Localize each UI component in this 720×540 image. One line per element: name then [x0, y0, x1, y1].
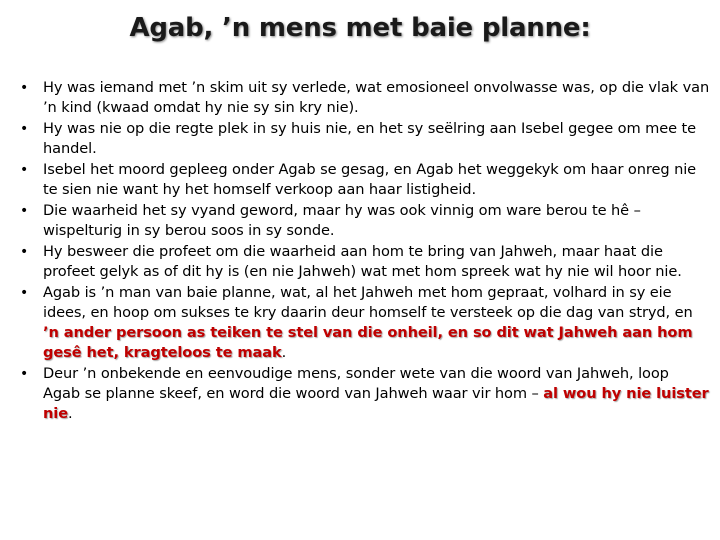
bullet-item — [20, 201, 710, 241]
bullet-item — [20, 78, 710, 118]
bullet-item — [20, 242, 710, 282]
bullet-text: Isebel het moord gepleeg onder Agab se gesag, en Agab het weggekyk om haar onreg nie te sien nie want hy het homself verkoop aan haar listigheid. — [43, 161, 697, 198]
slide-title: Agab, ’n mens met baie planne: — [129, 13, 591, 43]
bullet-text: Hy was nie op die regte plek in sy huis nie, en het sy seëlring aan Isebel gegee om mee te handel. — [43, 120, 697, 157]
bullet-text: Hy was iemand met ’n skim uit sy verlede, wat emosioneel onvolwasse was, op die vlak van ’n kind (kwaad omdat hy nie sy sin kry nie). — [43, 79, 710, 116]
bullet-text: Agab is ’n man van baie planne, wat, al het Jahweh met hom gepraat, volhard in sy eie idees, en hoop om sukses te kry daarin deur homself te versteek op die dag van stryd, en — [43, 284, 693, 321]
bullet-text: Hy besweer die profeet om die waarheid aan hom te bring van Jahweh, maar haat die profeet gelyk as of dit hy is (en nie Jahweh) wat met hom spreek wat hy nie wil hoor nie. — [43, 243, 682, 280]
bullet-marker: • — [20, 162, 29, 178]
bullet-text: Die waarheid het sy vyand geword, maar hy was ook vinnig om ware berou te hê – wispelturig in sy berou soos in sy sonde. — [43, 202, 641, 239]
bullet-list — [20, 78, 710, 425]
bullet-marker: • — [20, 203, 29, 219]
bullet-item — [20, 283, 710, 363]
emphasis-text: al wou hy nie luister nie — [43, 385, 709, 422]
bullet-marker: • — [20, 80, 29, 96]
bullet-text: Deur ’n onbekende en eenvoudige mens, sonder wete van die woord van Jahweh, loop Agab se planne skeef, en word die woord van Jahweh waar vir hom – — [43, 365, 669, 402]
bullet-marker: • — [20, 285, 29, 301]
bullet-item — [20, 119, 710, 159]
bullet-marker: • — [20, 244, 29, 260]
bullet-text-end: . — [68, 405, 73, 422]
bullet-item — [20, 160, 710, 200]
emphasis-text: ’n ander persoon as teiken te stel van die onheil, en so dit wat Jahweh aan hom gesê het, kragteloos te maak — [43, 324, 693, 361]
bullet-marker: • — [20, 366, 29, 382]
bullet-text-end: . — [281, 344, 287, 361]
bullet-marker: • — [20, 121, 29, 137]
bullet-item — [20, 364, 710, 424]
